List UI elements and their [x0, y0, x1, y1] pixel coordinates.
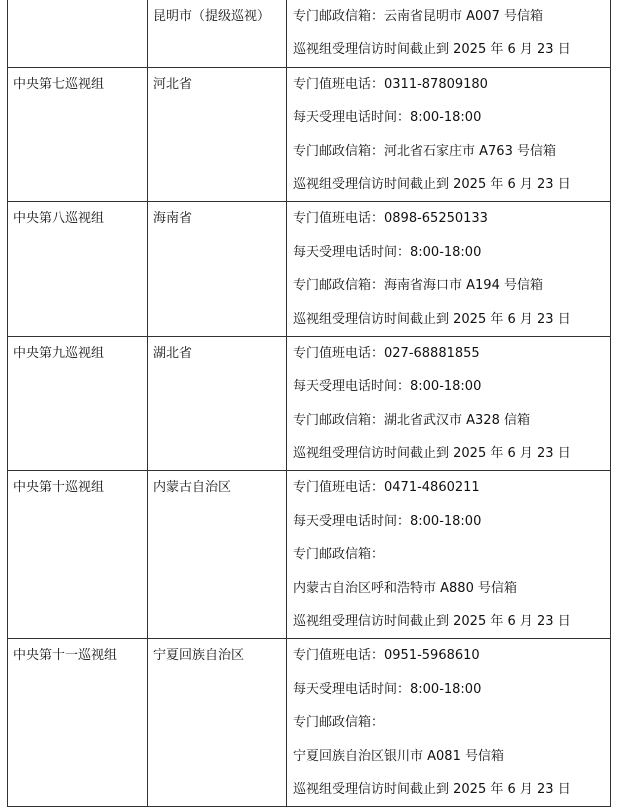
inspection-group-name: 中央第十巡视组: [13, 480, 105, 496]
contact-cell: [287, 336, 611, 471]
contact-line: 专门邮政信箱：: [293, 715, 385, 731]
inspection-group-name: 中央第十一巡视组: [13, 648, 118, 664]
contact-line: 巡视组受理信访时间截止到 2025 年 6 月 23 日: [293, 446, 571, 462]
contact-line: 每天受理电话时间：8:00-18:00: [293, 681, 482, 697]
inspection-contact-table: [7, 0, 611, 807]
group-cell: [8, 471, 148, 639]
table-row: [8, 0, 611, 67]
contact-line: 内蒙古自治区呼和浩特市 A880 号信箱: [293, 580, 517, 596]
region-cell: [148, 639, 287, 807]
contact-line: 每天受理电话时间：8:00-18:00: [293, 110, 482, 126]
contact-line: 专门邮政信箱：海南省海口市 A194 号信箱: [293, 278, 543, 294]
contact-line: 每天受理电话时间：8:00-18:00: [293, 244, 482, 260]
contact-cell: [287, 67, 611, 202]
group-cell: [8, 202, 148, 337]
inspected-region: 宁夏回族自治区: [153, 648, 245, 664]
inspection-group-name: 中央第七巡视组: [13, 76, 105, 92]
contact-line: 专门值班电话：0471-4860211: [293, 480, 480, 496]
inspected-region: 海南省: [153, 211, 193, 227]
contact-line: 每天受理电话时间：8:00-18:00: [293, 513, 482, 529]
inspected-region: 河北省: [153, 76, 193, 92]
region-cell: [148, 0, 287, 67]
contact-cell: [287, 0, 611, 67]
group-cell: [8, 336, 148, 471]
region-cell: [148, 67, 287, 202]
contact-line: 专门邮政信箱：: [293, 547, 385, 563]
region-cell: [148, 202, 287, 337]
contact-line: 巡视组受理信访时间截止到 2025 年 6 月 23 日: [293, 311, 571, 327]
table-row: [8, 67, 611, 202]
region-cell: [148, 336, 287, 471]
contact-line: 每天受理电话时间：8:00-18:00: [293, 379, 482, 395]
table-row: [8, 471, 611, 639]
contact-line: 巡视组受理信访时间截止到 2025 年 6 月 23 日: [293, 614, 571, 630]
group-cell: [8, 67, 148, 202]
contact-line: 巡视组受理信访时间截止到 2025 年 6 月 23 日: [293, 176, 571, 192]
table-row: [8, 639, 611, 807]
region-cell: [148, 471, 287, 639]
contact-line: 巡视组受理信访时间截止到 2025 年 6 月 23 日: [293, 42, 571, 58]
group-cell: [8, 0, 148, 67]
contact-line: 巡视组受理信访时间截止到 2025 年 6 月 23 日: [293, 781, 571, 797]
inspected-region: 湖北省: [153, 345, 193, 361]
group-cell: [8, 639, 148, 807]
table-row: [8, 202, 611, 337]
contact-cell: [287, 202, 611, 337]
inspection-group-name: 中央第八巡视组: [13, 211, 105, 227]
contact-cell: [287, 471, 611, 639]
contact-line: 专门值班电话：0311-87809180: [293, 76, 488, 92]
contact-line: 宁夏回族自治区银川市 A081 号信箱: [293, 748, 504, 764]
contact-line: 专门值班电话：027-68881855: [293, 345, 480, 361]
inspection-group-name: 中央第九巡视组: [13, 345, 105, 361]
contact-cell: [287, 639, 611, 807]
contact-line: 专门邮政信箱：湖北省武汉市 A328 信箱: [293, 412, 530, 428]
inspected-region: 昆明市（提级巡视）: [153, 9, 271, 24]
contact-line: 专门邮政信箱：云南省昆明市 A007 号信箱: [293, 9, 543, 24]
contact-line: 专门邮政信箱：河北省石家庄市 A763 号信箱: [293, 143, 556, 159]
table-row: [8, 336, 611, 471]
table-body: [8, 0, 611, 807]
contact-line: 专门值班电话：0951-5968610: [293, 648, 480, 664]
contact-line: 专门值班电话：0898-65250133: [293, 211, 488, 227]
inspected-region: 内蒙古自治区: [153, 480, 232, 496]
